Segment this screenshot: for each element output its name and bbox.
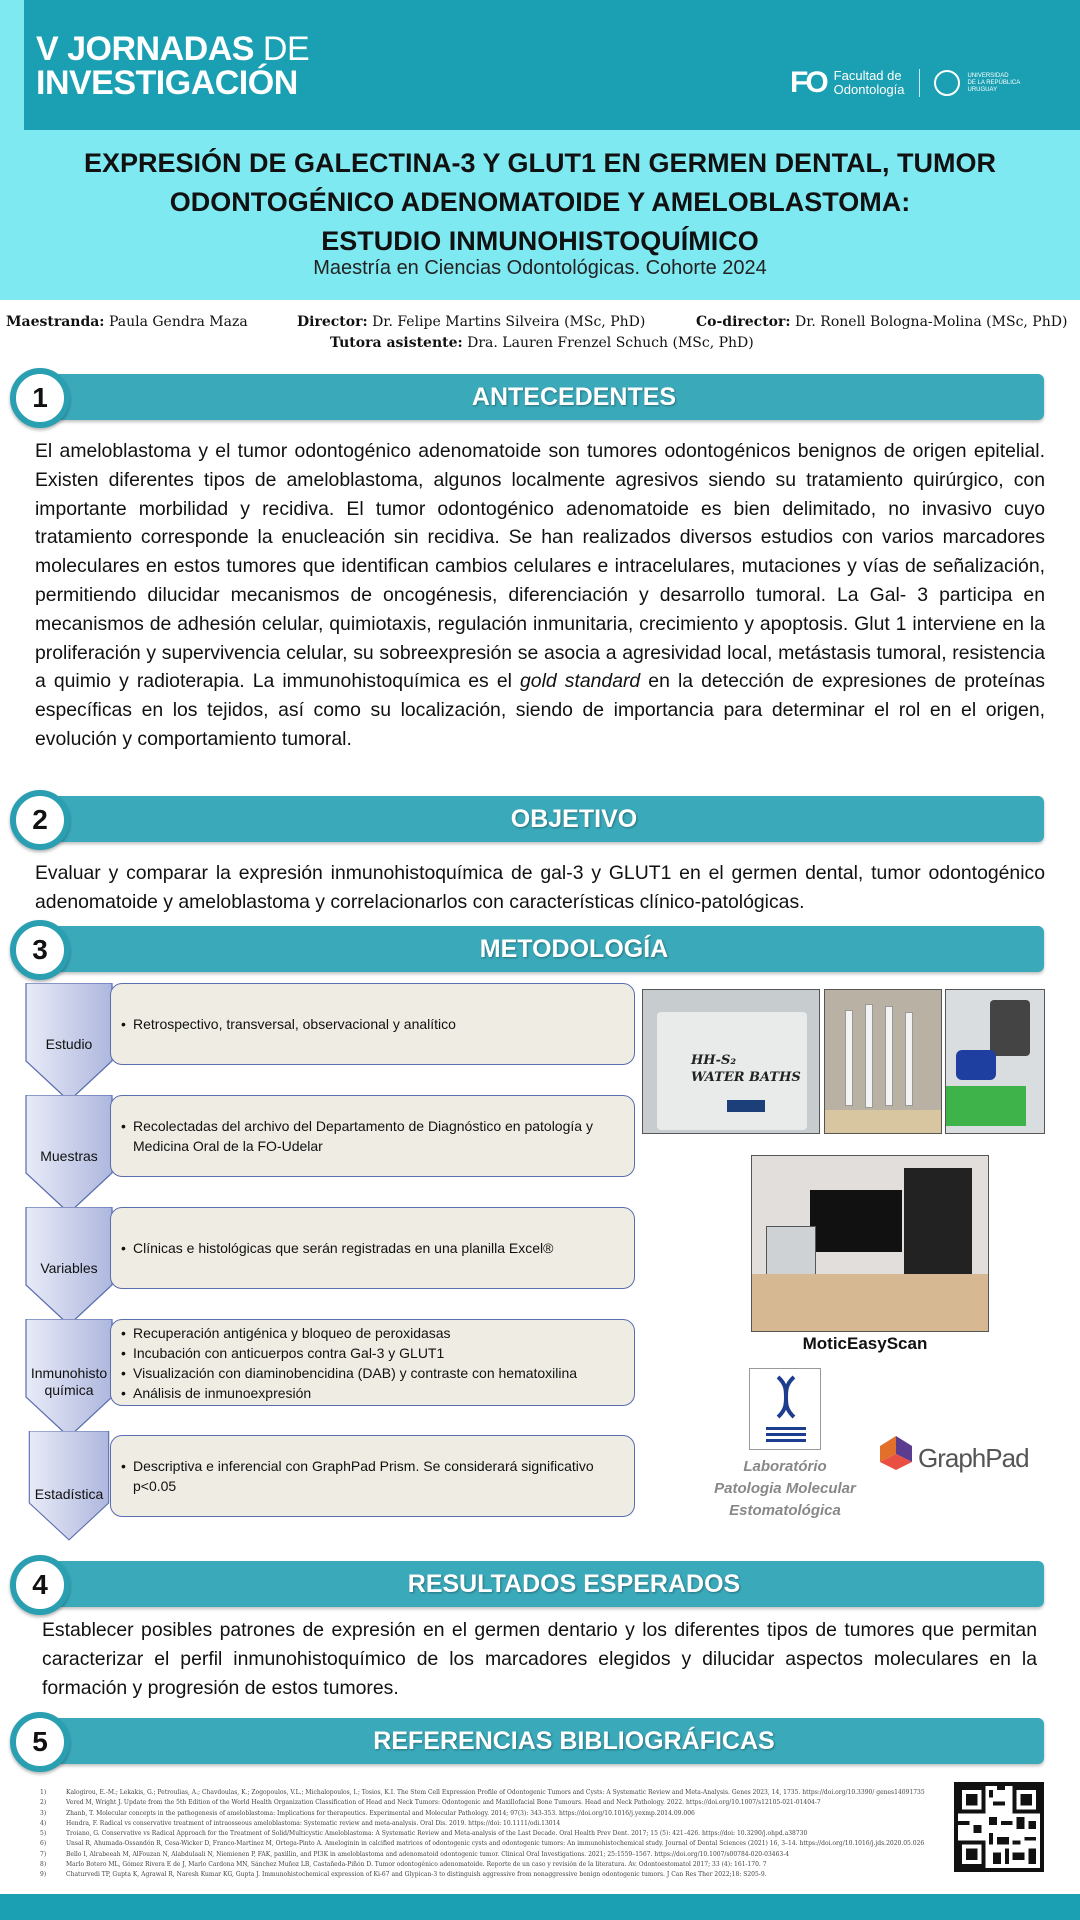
- step-label-estadistica: Estadística: [34, 1486, 104, 1502]
- title-line: ESTUDIO INMUNOHISTOQUÍMICO: [321, 226, 759, 256]
- title-line: EXPRESIÓN DE GALECTINA-3 Y GLUT1 EN GERMEN DENTAL, TUMOR: [83, 148, 997, 178]
- references-list: [40, 1788, 960, 1881]
- step-item: • Descriptiva e inferencial con GraphPad Prism. Se considerará significativo p<0.05: [121, 1456, 624, 1496]
- step-box-estadistica: [110, 1435, 635, 1517]
- graphpad-logo-icon: [876, 1432, 916, 1472]
- univ-line1: UNIVERSIDAD: [967, 72, 1009, 79]
- step-item: • Visualización con diaminobencidina (DAB) y contraste con hematoxilina: [121, 1363, 624, 1383]
- section-title: METODOLOGÍA: [479, 935, 669, 963]
- lab-name-line1: Laboratório: [743, 1458, 827, 1475]
- section-title: RESULTADOS ESPERADOS: [407, 1570, 741, 1598]
- water-bath-photo: [642, 989, 820, 1134]
- step-item: • Recuperación antigénica y bloqueo de peroxidasas: [121, 1323, 624, 1343]
- step-item: • Incubación con anticuerpos contra Gal-3 y GLUT1: [121, 1343, 624, 1363]
- section-referencias-bar: [34, 1718, 1044, 1764]
- event-edition: V: [36, 30, 59, 68]
- tutora-label: Tutora asistente:: [330, 335, 463, 351]
- section-number: 5: [10, 1712, 70, 1772]
- motic-scanner-photo: [751, 1155, 989, 1332]
- reference-number: 3): [40, 1809, 47, 1817]
- codirector-label: Co-director:: [696, 314, 791, 330]
- step-item: • Recolectadas del archivo del Departamento de Diagnóstico en patología y Medicina Oral de la FO-Udelar: [121, 1116, 624, 1156]
- reference-item: [40, 1870, 960, 1880]
- footer-band: [0, 1894, 1080, 1920]
- water-bath-label-line2: WATER BATHS: [691, 1070, 801, 1085]
- section-number: 2: [10, 790, 70, 850]
- qr-code-icon[interactable]: [954, 1782, 1044, 1872]
- graphpad-logo-text: GraphPad: [918, 1443, 1029, 1473]
- step-item: • Clínicas e histológicas que serán registradas en una planilla Excel®: [121, 1238, 624, 1258]
- reference-item: [40, 1819, 960, 1829]
- reference-number: 8): [40, 1861, 47, 1869]
- step-label-variables: Variables: [40, 1260, 98, 1276]
- director-name: Dr. Felipe Martins Silveira (MSc, PhD): [372, 314, 646, 330]
- lab-name: [700, 1456, 870, 1522]
- event-logo: [36, 32, 309, 100]
- reference-text: Hendra, F. Radical vs conservative treatment of intraosseous ameloblastoma: Systematic review and meta-analysis. Oral Dis. 2019. https://doi: 10.1111/odi.13014: [66, 1819, 561, 1827]
- lab-name-line2: Patologia Molecular: [714, 1480, 856, 1497]
- lab-name-line3: Estomatológica: [729, 1502, 841, 1519]
- author-codirector: [696, 314, 1067, 330]
- reference-item: [40, 1788, 960, 1798]
- dna-lab-logo-icon: [749, 1368, 821, 1450]
- water-bath-label: [691, 1052, 801, 1086]
- antecedentes-text: [35, 437, 1045, 754]
- maestranda-name: Paula Gendra Maza: [108, 314, 248, 330]
- pipettes-photo: [824, 989, 942, 1134]
- maestranda-label: Maestranda:: [6, 314, 105, 330]
- faculty-name: [834, 69, 905, 97]
- reference-number: 6): [40, 1840, 47, 1848]
- university-name: [968, 73, 1021, 94]
- event-name-de: DE: [262, 30, 310, 68]
- tutora-name: Dra. Lauren Frenzel Schuch (MSc, PhD): [467, 335, 754, 351]
- antecedentes-text-part: El ameloblastoma y el tumor odontogénico adenomatoide son tumores odontogénicos benignos de origen epitelial. Existen diferentes tipos de ameloblastoma, algunos localmente agresivos siendo su tratamiento quirúrgico, con importante morbilidad y recidiva. El tumor odontogénico adenomatoide es bien delimitado, no invasivo cuyo tratamiento corresponde la enucleación sin recidiva. Se han realizados diversos estudios con varios marcadores moleculares en estos tumores que identifican cambios celulares e intracelulares, mutaciones y vías de señalización, permitiendo dilucidar mecanismos de oncogénesis, diferenciación y desarrollo tumoral. La Gal- 3 participa en mecanismos de adhesión celular, quimiotaxis, regulación inmunitaria, crecimiento y apoptosis. Glut 1 interviene en la proliferación y supervivencia celular, su sobreexpresión se asocia a agresividad local, metástasis tumoral, resistencia a quimio y radioterapia. La immunohistoquímica es el: [35, 440, 1045, 693]
- water-bath-display: [727, 1100, 765, 1112]
- step-box-inmunohistoquimica: [110, 1319, 635, 1406]
- microscope-photo: [945, 989, 1045, 1134]
- reference-text: Kalogirou, E.-M.; Lekakis, G.; Petroulias, A.; Chavdoulas, K.; Zogopoulos, V.L.; Michalopoulos, I.; Tosios, K.I. The Stem Cell Expression Profile of Odontogenic Tumors and Cysts: A Systematic Review and Meta-Analysis. Genes 2023, 14, 1735. https://doi.org/10.3390/ genes14091735: [66, 1789, 925, 1796]
- reference-text: Unsal R, Ahumada-Ossandón R, Cesa-Wicker D, Franco-Martínez M, Ortega-Pinto A. Ameloginin in calcified matrices of odontogenic cysts and odontogenic tumors: An immunohistochemical study. Journal of Dental Sciences (2021) 16, 3–14. https://doi.org/10.1016/j.jds.2020.05.026: [66, 1840, 925, 1848]
- resultados-text: Establecer posibles patrones de expresión en el germen dentario y los diferentes tipos de tumores que permitan caracterizar el perfil inmunohistoquímico de los marcadores elegidos y dilucidar aspectos moleculares en la formación y progresión de estos tumores.: [42, 1619, 1037, 1699]
- section-title: REFERENCIAS BIBLIOGRÁFICAS: [373, 1727, 775, 1755]
- reference-number: 7): [40, 1850, 47, 1858]
- fo-logo-icon: FO: [790, 66, 826, 99]
- logo-divider: [919, 69, 920, 97]
- step-box-estudio: [110, 983, 635, 1065]
- reference-item: [40, 1798, 960, 1808]
- univ-line2: DE LA REPÚBLICA: [967, 79, 1021, 86]
- reference-item: [40, 1850, 960, 1860]
- reference-text: Marlo Botero ML, Gómez Rivera E de J, Marlo Cardona MN, Sánchez Muñoz LB, Castañeda-Piñón D. Tumor odontogénico adenomatoide. Reporte de un caso y revisión de la literatura. Av. Odontoestomatol 2017; 33 (4): 161-170. 7: [66, 1861, 767, 1869]
- poster-subtitle: Maestría en Ciencias Odontológicas. Cohorte 2024: [313, 257, 767, 279]
- reference-text: Vered M, Wright J. Update from the 5th Edition of the World Health Organization Classification of Head and Neck Tumors: Odontogenic and Maxillofacial Bone Tumours. Head and Neck Pathology. 2022. https://doi.org/10.1007/s12105-021-01404-7: [66, 1799, 821, 1807]
- reference-text: Bello I, Alrabeeah M, AlFouzan N, Alabdulaali N, Niemienen P, FAK, paxillin, and PI3K in ameloblastoma and adenomatoid odontogenic tumor. Clinical Oral Investigations. 2021; 25:1559–1567. https://doi.org/10.1007/s00784-020-03463-4: [66, 1850, 790, 1858]
- objetivo-text: Evaluar y comparar la expresión inmunohistoquímica de gal-3 y GLUT1 en el germen dental, tumor odontogénico adenomatoide y ameloblastoma y correlacionarlos con características clínico-patológicas.: [35, 862, 1045, 913]
- step-label-inmunohistoquimica: Inmunohisto química: [30, 1365, 108, 1398]
- event-name: JORNADAS: [67, 30, 254, 68]
- reference-number: 4): [40, 1819, 47, 1827]
- step-item: • Análisis de inmunoexpresión: [121, 1383, 624, 1403]
- codirector-name: Dr. Ronell Bologna-Molina (MSc, PhD): [795, 314, 1068, 330]
- section-title: ANTECEDENTES: [471, 383, 677, 411]
- director-label: Director:: [297, 314, 368, 330]
- antecedentes-text-part: en la detección de expresiones de proteínas específicas en los tejidos, así como su localización, siendo de importancia para determinar el rol en el origen, evolución y comportamiento tumoral.: [35, 670, 1045, 750]
- reference-number: 1): [40, 1789, 47, 1796]
- section-resultados-bar: [34, 1561, 1044, 1607]
- step-label-estudio: Estudio: [45, 1036, 93, 1052]
- section-objetivo-bar: [34, 796, 1044, 842]
- step-label-muestras: Muestras: [40, 1148, 98, 1164]
- faculty-line2: Odontología: [833, 82, 905, 97]
- reference-item: [40, 1860, 960, 1870]
- author-director: [297, 314, 645, 330]
- reference-text: Chaturvedi TP, Gupta K, Agrawal R, Naresh Kumar KG, Gupta J. Immunohistochemical expression of Ki-67 and Glypican-3 to distinguish aggressive from nonaggressive benign odontogenic tumors. J Can Res Ther 2022;18: S205-9.: [66, 1871, 767, 1879]
- section-number: 1: [10, 368, 70, 428]
- scanner-label: MoticEasyScan: [802, 1334, 928, 1353]
- section-number: 4: [10, 1555, 70, 1615]
- reference-item: [40, 1839, 960, 1849]
- section-antecedentes-bar: [34, 374, 1044, 420]
- univ-line3: URUGUAY: [967, 86, 998, 93]
- poster-title: [40, 144, 1040, 261]
- water-bath-label-line1: HH-S₂: [691, 1053, 737, 1068]
- step-box-muestras: [110, 1095, 635, 1177]
- author-maestranda: [6, 314, 248, 330]
- reference-item: [40, 1829, 960, 1839]
- udelar-seal-icon: [934, 70, 960, 96]
- reference-number: 2): [40, 1799, 47, 1807]
- title-line: ODONTOGÉNICO ADENOMATOIDE Y AMELOBLASTOMA:: [169, 187, 911, 217]
- section-number: 3: [10, 920, 70, 980]
- step-item: • Retrospectivo, transversal, observacional y analítico: [121, 1014, 624, 1034]
- reference-number: 9): [40, 1871, 47, 1879]
- faculty-line1: Facultad de: [833, 68, 902, 83]
- reference-number: 5): [40, 1830, 47, 1838]
- event-name-line2: INVESTIGACIÓN: [36, 64, 298, 102]
- faculty-logo: [790, 66, 1020, 100]
- author-tutora: [330, 335, 754, 351]
- section-title: OBJETIVO: [510, 805, 638, 833]
- step-box-variables: [110, 1207, 635, 1289]
- reference-text: Troiano, G. Conservative vs Radical Approach for the Treatment of Solid/Multicystic Ameloblastoma: A Systematic Review and Meta-analysis of the Last Decade. Oral Health Prev Dent. 2017; 15 (5): 421–426. https://doi: 10.3290/j.ohpd.a38730: [66, 1830, 808, 1838]
- reference-text: Zhanb, T. Molecular concepts in the pathogenesis of ameloblastoma: Implications for therapeutics. Experimental and Molecular Pathology. 2014; 97(3): 343-353. https://doi.org/10.1016/j.yexmp.2014.09.006: [66, 1809, 695, 1817]
- section-metodologia-bar: [34, 926, 1044, 972]
- reference-item: [40, 1809, 960, 1819]
- gold-standard-term: gold standard: [520, 670, 641, 693]
